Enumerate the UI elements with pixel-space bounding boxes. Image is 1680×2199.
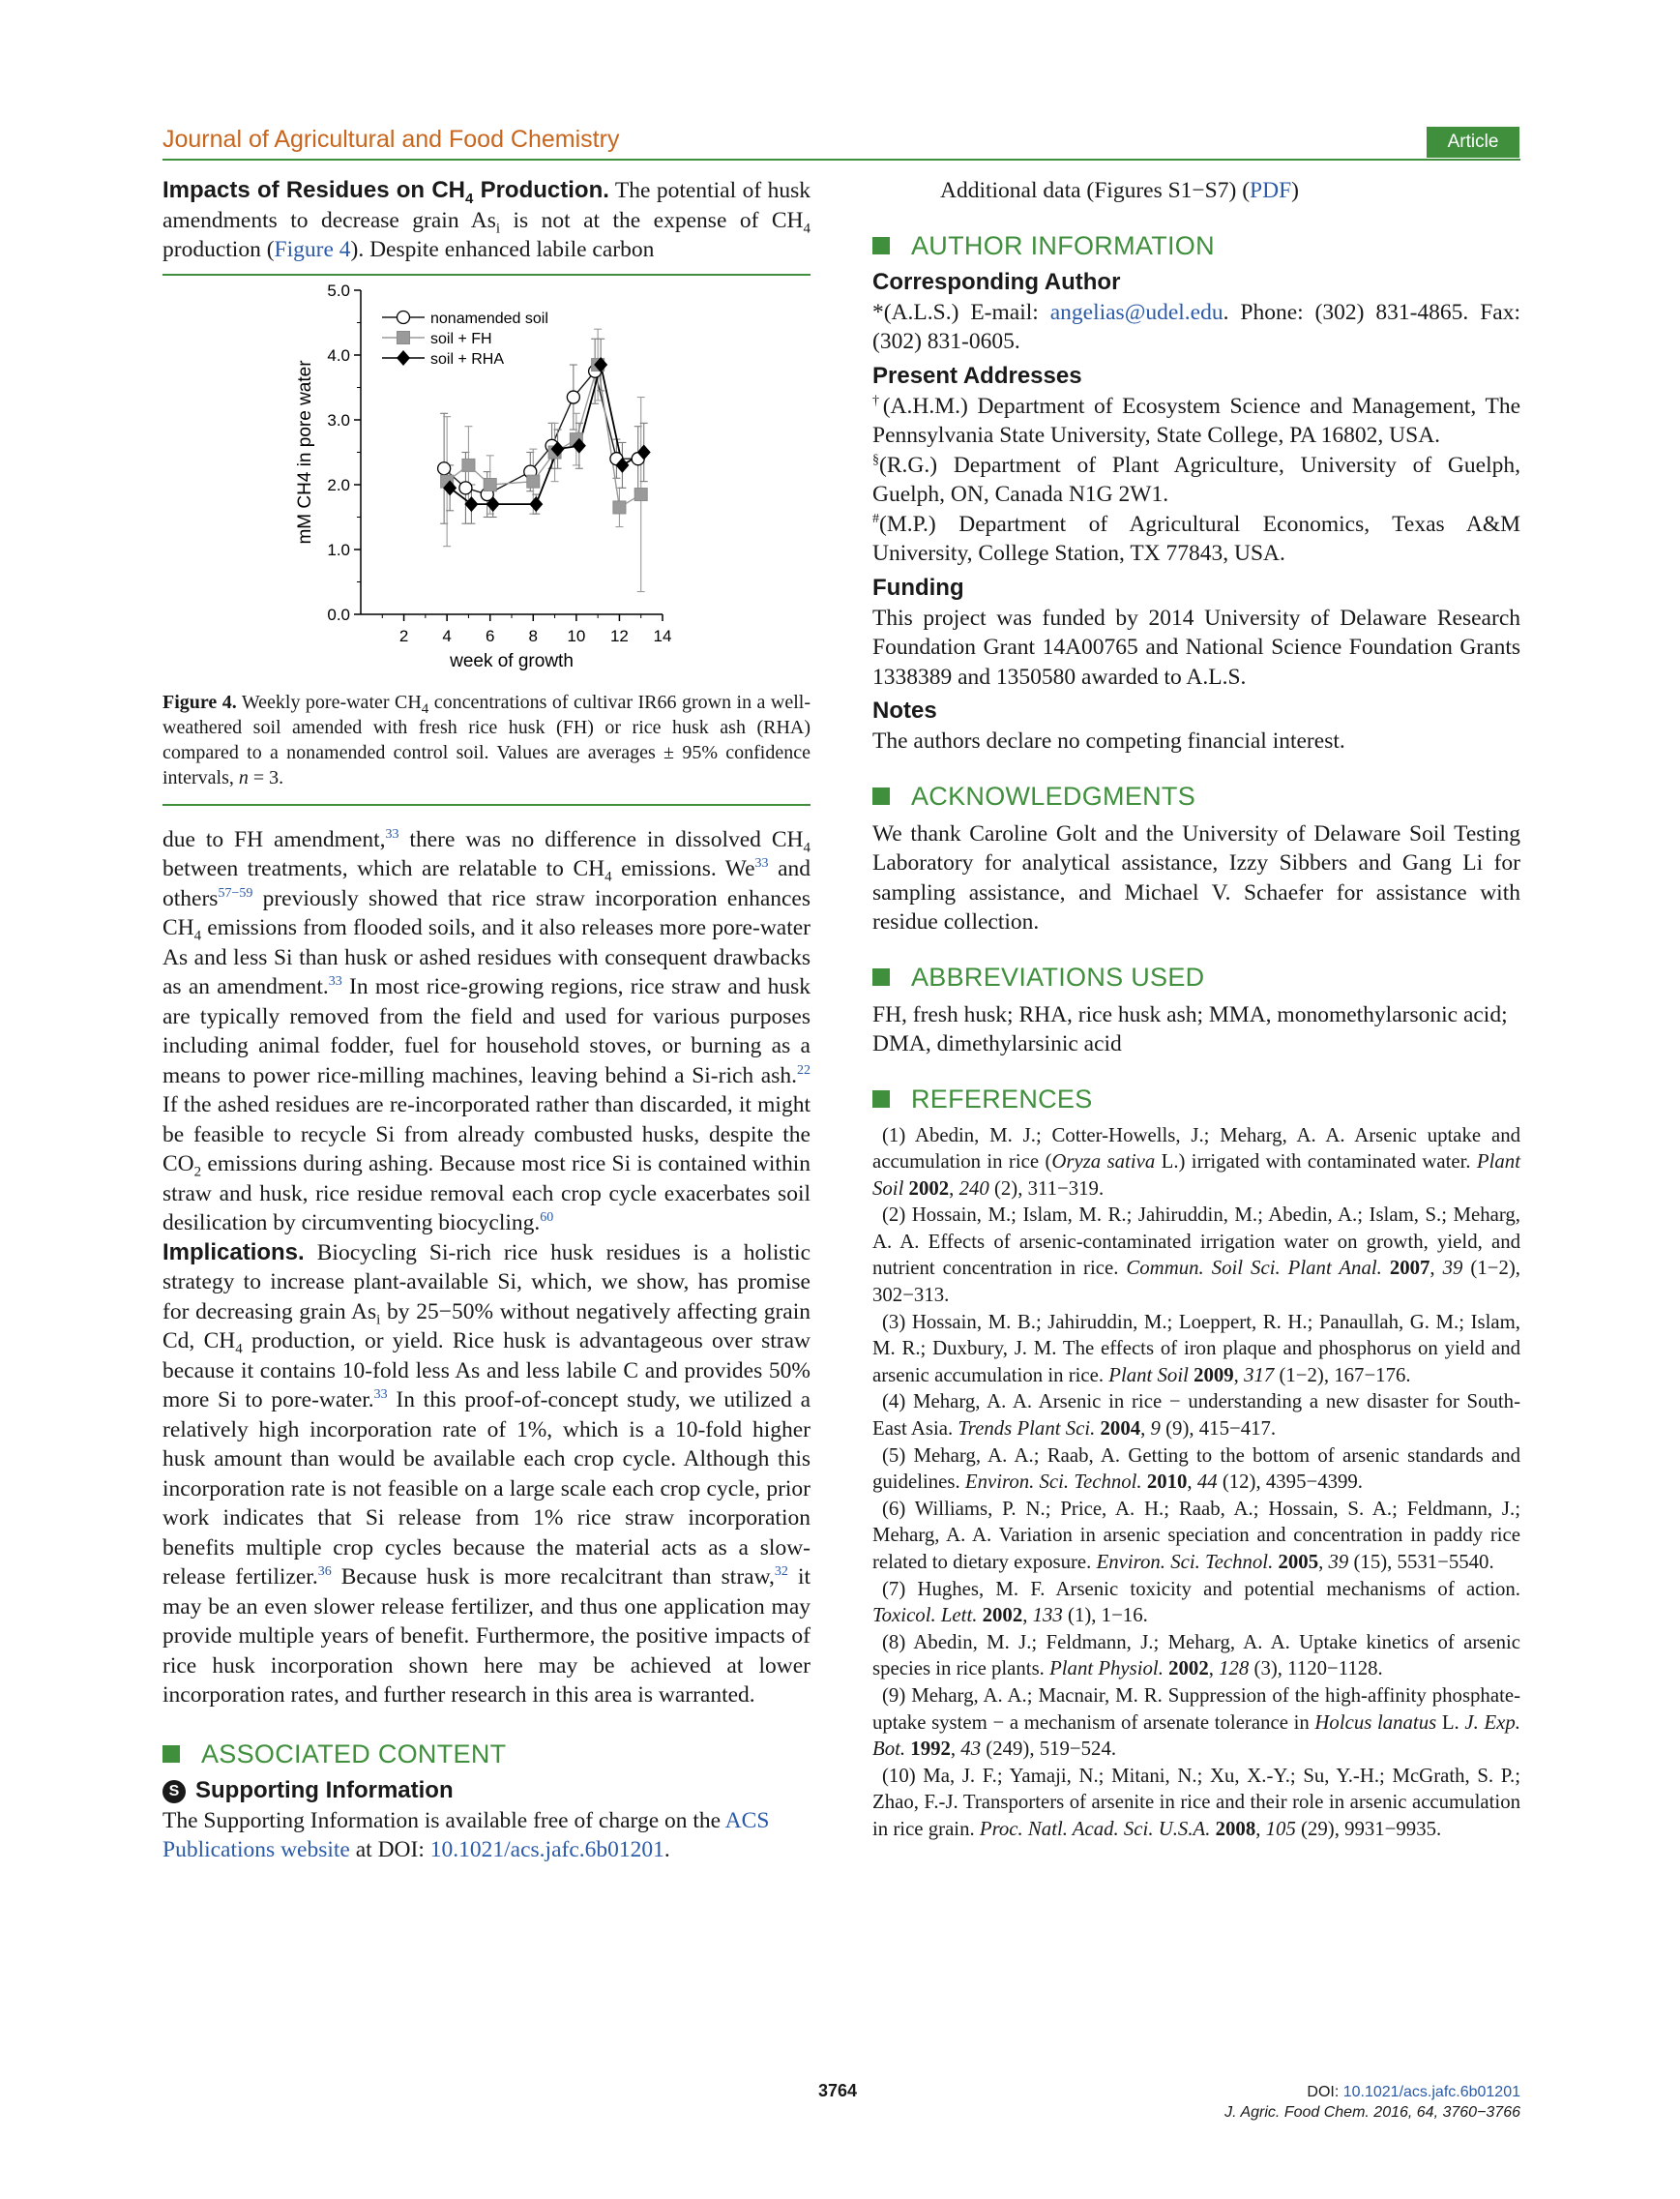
pdf-link[interactable]: PDF [1250, 178, 1292, 203]
notes-heading: Notes [872, 698, 937, 724]
section-title: AUTHOR INFORMATION [911, 230, 1215, 260]
acknowledgments-text: We thank Caroline Golt and the University of Delaware Soil Testing Laboratory for analytical assistance, Izzy Sibbers and Gang Li for sampling assistance, and Michael V. Schaefer for assistance with residue collection. [872, 820, 1520, 935]
data-point-nonamended-soil [567, 391, 579, 403]
section-square-icon [162, 1745, 180, 1763]
address-ahm: †(A.H.M.) Department of Ecosystem Science and Management, The Pennsylvania State University, State College, PA 16802, USA. [872, 393, 1521, 448]
header-rule [162, 159, 1520, 161]
section-title: ACKNOWLEDGMENTS [911, 781, 1196, 811]
references-list [872, 1122, 1520, 1843]
section-square-icon [872, 968, 890, 986]
y-axis-label: mM CH4 in pore water [295, 359, 315, 545]
supporting-information-text: The Supporting Information is available free of charge on the ACS Publications website at DOI: 10.1021/acs.jafc.6b01201. [162, 1807, 770, 1862]
data-point-soil-fh [634, 488, 647, 500]
corresponding-author-text: *(A.L.S.) E-mail: angelias@udel.edu. Phone: (302) 831-4865. Fax: (302) 831-0605. [872, 299, 1520, 354]
paragraph-impacts: Impacts of Residues on $CH_4$ Production. The potential of husk amendments to decrease grain $As_i$ is not at the expense of $CH_4$ production (Figure 4). Despite enhanced labile carbon [162, 177, 811, 262]
section-square-icon [872, 1090, 890, 1108]
x-tick-label: 4 [442, 626, 452, 645]
legend-marker-soil-fh [398, 331, 410, 343]
reference-item: (6) Williams, P. N.; Price, A. H.; Raab, A.; Hossain, S. A.; Feldmann, J.; Meharg, A. A. Variation in arsenic speciation and concentration in paddy rice related to dietary exposure. Environ. Sci. Technol. 2005, 39 (15), 5531−5540. [872, 1497, 1520, 1573]
section-title: ASSOCIATED CONTENT [201, 1738, 507, 1768]
y-tick-label: 2.0 [327, 475, 350, 494]
figure-4 [162, 274, 811, 806]
section-square-icon [872, 237, 890, 254]
figure-4-chart [162, 276, 811, 682]
right-column [872, 176, 1520, 1843]
section-associated-content [162, 1739, 811, 1769]
x-tick-label: 10 [567, 626, 586, 645]
notes-text: The authors declare no competing financial interest. [872, 728, 1345, 754]
data-point-soil-fh [462, 459, 475, 471]
data-point-soil-fh [527, 475, 540, 488]
x-tick-label: 2 [398, 626, 409, 645]
section-acknowledgments [872, 782, 1520, 812]
present-addresses-heading: Present Addresses [872, 362, 1082, 389]
footer-doi-link[interactable]: 10.1021/acs.jafc.6b01201 [1342, 2084, 1520, 2100]
x-tick-label: 14 [653, 626, 672, 645]
series-line-nonamended-soil [444, 371, 638, 493]
paragraph-implications: Implications. Biocycling Si-rich rice husk residues is a holistic strategy to increase plant-available Si, which, we show, has promise for decreasing grain $As_i$ by 25−50% without negatively affecting grain Cd, $CH_4$ production, or yield. Rice husk is advantageous over straw because it contains 10-fold less As and less labile C and provides 50% more Si to pore-water.$^{33}$ In this proof-of-concept study, we utilized a relatively high incorporation rate of 1%, which is a 10-fold higher husk amount than would be available each crop cycle. Although this incorporation rate is not feasible on a large scale each crop cycle, prior work indicates that Si release from 1% rice straw incorporation benefits multiple crop cycles because the material acts as a slow-release fertilizer.$^{36}$ Because husk is more recalcitrant than straw,$^{32}$ it may be an even slower release fertilizer, and thus one application may provide multiple years of benefit. Furthermore, the positive impacts of rice husk incorporation shown here may be achieved at lower incorporation rates, and further research in this area is warranted. [162, 1238, 811, 1708]
paragraph-fh-amendment: due to FH amendment,$^{33}$ there was no difference in dissolved $CH_4$ between treatments, which are relatable to $CH_4$ emissions. We$^{33}$ and others$^{57-59}$ previously showed that rice straw incorporation enhances $CH_4$ emissions from flooded soils, and it also releases more pore-water As and less Si than husk or ashed residues with consequent drawbacks as an amendment.$^{33}$ In most rice-growing regions, rice straw and husk are typically removed from the field and used for various purposes including animal fodder, fuel for household stoves, or burning as a means to power rice-milling machines, leaving behind a Si-rich ash.$^{22}$ If the ashed residues are re-incorporated rather than discarded, it might be feasible to recycle Si from already combusted husks, despite the $CO_2$ emissions during ashing. Because most rice Si is contained within straw and husk, rice residue removal each crop cycle exacerbates soil desilication by circumventing biocycling.$^{60}$ [162, 826, 811, 1235]
section-square-icon [872, 787, 890, 805]
address-mp: #(M.P.) Department of Agricultural Economics, Texas A&M University, College Station, TX 77843, USA. [872, 511, 1520, 566]
y-tick-label: 5.0 [327, 281, 350, 300]
section-title: REFERENCES [911, 1084, 1093, 1114]
legend-marker-soil-rha [397, 350, 410, 366]
runin-heading-impacts: Impacts of Residues on $CH_4$ Production. [162, 177, 609, 207]
series-line-soil-rha [450, 365, 644, 504]
y-tick-label: 4.0 [327, 345, 350, 365]
data-point-soil-rha [464, 496, 478, 512]
journal-title: Journal of Agricultural and Food Chemistry [162, 126, 620, 153]
address-rg: §(R.G.) Department of Plant Agriculture, University of Guelph, Guelph, ON, Canada N1G 2W1. [872, 452, 1520, 507]
doi-link[interactable]: 10.1021/acs.jafc.6b01201 [429, 1837, 664, 1862]
funding-heading: Funding [872, 574, 964, 601]
ch4-chart-svg [162, 276, 811, 682]
data-point-soil-fh [613, 500, 626, 513]
data-point-soil-rha [529, 496, 543, 512]
legend-label-soil-fh: soil + FH [430, 330, 492, 347]
figure-bottom-rule [162, 804, 811, 806]
reference-item: (4) Meharg, A. A. Arsenic in rice − understanding a new disaster for South-East Asia. Trends Plant Sci. 2004, 9 (9), 415−417. [872, 1390, 1520, 1441]
figure-4-link[interactable]: Figure 4 [274, 237, 351, 262]
footer-citation: DOI: 10.1021/acs.jafc.6b01201 J. Agric. Food Chem. 2016, 64, 3760−3766 [1224, 2084, 1520, 2121]
y-tick-label: 3.0 [327, 410, 350, 430]
left-column [162, 176, 811, 1865]
supporting-info-icon: S [162, 1780, 186, 1803]
x-tick-label: 12 [609, 626, 629, 645]
article-badge: Article [1427, 127, 1519, 158]
reference-item: (9) Meharg, A. A.; Macnair, M. R. Suppression of the high-affinity phosphate-uptake system − a mechanism of arsenate tolerance in Holcus lanatus L. J. Exp. Bot. 1992, 43 (249), 519−524. [872, 1683, 1520, 1761]
y-tick-label: 0.0 [327, 605, 350, 624]
data-point-soil-fh [484, 478, 496, 490]
legend-marker-nonamended-soil [398, 311, 410, 323]
section-title: ABBREVIATIONS USED [911, 962, 1205, 992]
figure-4-caption: Figure 4. Weekly pore-water $CH_4$ concentrations of cultivar IR66 grown in a well-weathered soil amended with fresh rice husk (FH) or rice husk ash (RHA) compared to a nonamended control soil. Values are averages ± 95% confidence intervals, n = 3. [162, 691, 811, 788]
page-number: 3764 [818, 2081, 858, 2100]
section-abbreviations [872, 963, 1520, 993]
abbreviations-text: FH, fresh husk; RHA, rice husk ash; MMA, monomethylarsonic acid; DMA, dimethylarsinic acid [872, 1001, 1508, 1056]
reference-item: (8) Abedin, M. J.; Feldmann, J.; Meharg, A. A. Uptake kinetics of arsenic species in rice plants. Plant Physiol. 2002, 128 (3), 1120−1128. [872, 1630, 1520, 1680]
data-point-nonamended-soil [438, 461, 451, 474]
legend-label-nonamended-soil: nonamended soil [430, 310, 548, 327]
reference-item: (3) Hossain, M. B.; Jahiruddin, M.; Loeppert, R. H.; Panaullah, G. M.; Islam, M. R.; Duxbury, J. M. The effects of iron plaque and phosphorus on yield and arsenic accumulation in rice. Plant Soil 2009, 317 (1−2), 167−176. [872, 1310, 1520, 1386]
funding-text: This project was funded by 2014 University of Delaware Research Foundation Grant 14A00765 and National Science Foundation Grants 1338389 and 1350580 awarded to A.L.S. [872, 605, 1520, 690]
reference-item: (1) Abedin, M. J.; Cotter-Howells, J.; Meharg, A. A. Arsenic uptake and accumulation in rice (Oryza sativa L.) irrigated with contaminated water. Plant Soil 2002, 240 (2), 311−319. [872, 1123, 1520, 1200]
supporting-information-heading: S Supporting Information [162, 1777, 811, 1804]
x-axis-label: week of growth [450, 650, 574, 671]
reference-item: (10) Ma, J. F.; Yamaji, N.; Mitani, N.; Xu, X.-Y.; Su, Y.-H.; McGrath, S. P.; Zhao, F.-J. Transporters of arsenite in rice and their role in arsenic accumulation in rice grain. Proc. Natl. Acad. Sci. U.S.A. 2008, 105 (29), 9931−9935. [872, 1764, 1520, 1840]
runin-heading-implications: Implications. [162, 1238, 305, 1265]
reference-item: (5) Meharg, A. A.; Raab, A. Getting to the bottom of arsenic standards and guidelines. Environ. Sci. Technol. 2010, 44 (12), 4395−4399. [872, 1443, 1520, 1494]
x-tick-label: 6 [485, 626, 495, 645]
reference-item: (7) Hughes, M. F. Arsenic toxicity and potential mechanisms of action. Toxicol. Lett. 2002, 133 (1), 1−16. [872, 1577, 1520, 1627]
x-tick-label: 8 [528, 626, 539, 645]
section-references [872, 1085, 1520, 1114]
section-author-information [872, 231, 1520, 261]
reference-item: (2) Hossain, M.; Islam, M. R.; Jahiruddin, M.; Abedin, A.; Islam, S.; Meharg, A. A. Effects of arsenic-contaminated irrigation water on growth, yield, and nutrient concentration in rice. Commun. Soil Sci. Plant Anal. 2007, 39 (1−2), 302−313. [872, 1204, 1520, 1307]
additional-data-line: Additional data (Figures S1−S7) (PDF) [940, 178, 1299, 203]
legend-label-soil-rha: soil + RHA [430, 350, 505, 368]
data-point-nonamended-soil [459, 481, 472, 493]
y-tick-label: 1.0 [327, 540, 350, 559]
corresponding-author-heading: Corresponding Author [872, 268, 1121, 295]
email-link[interactable]: angelias@udel.edu [1049, 299, 1223, 325]
acs-publications-link[interactable]: ACS Publications website [162, 1807, 770, 1862]
